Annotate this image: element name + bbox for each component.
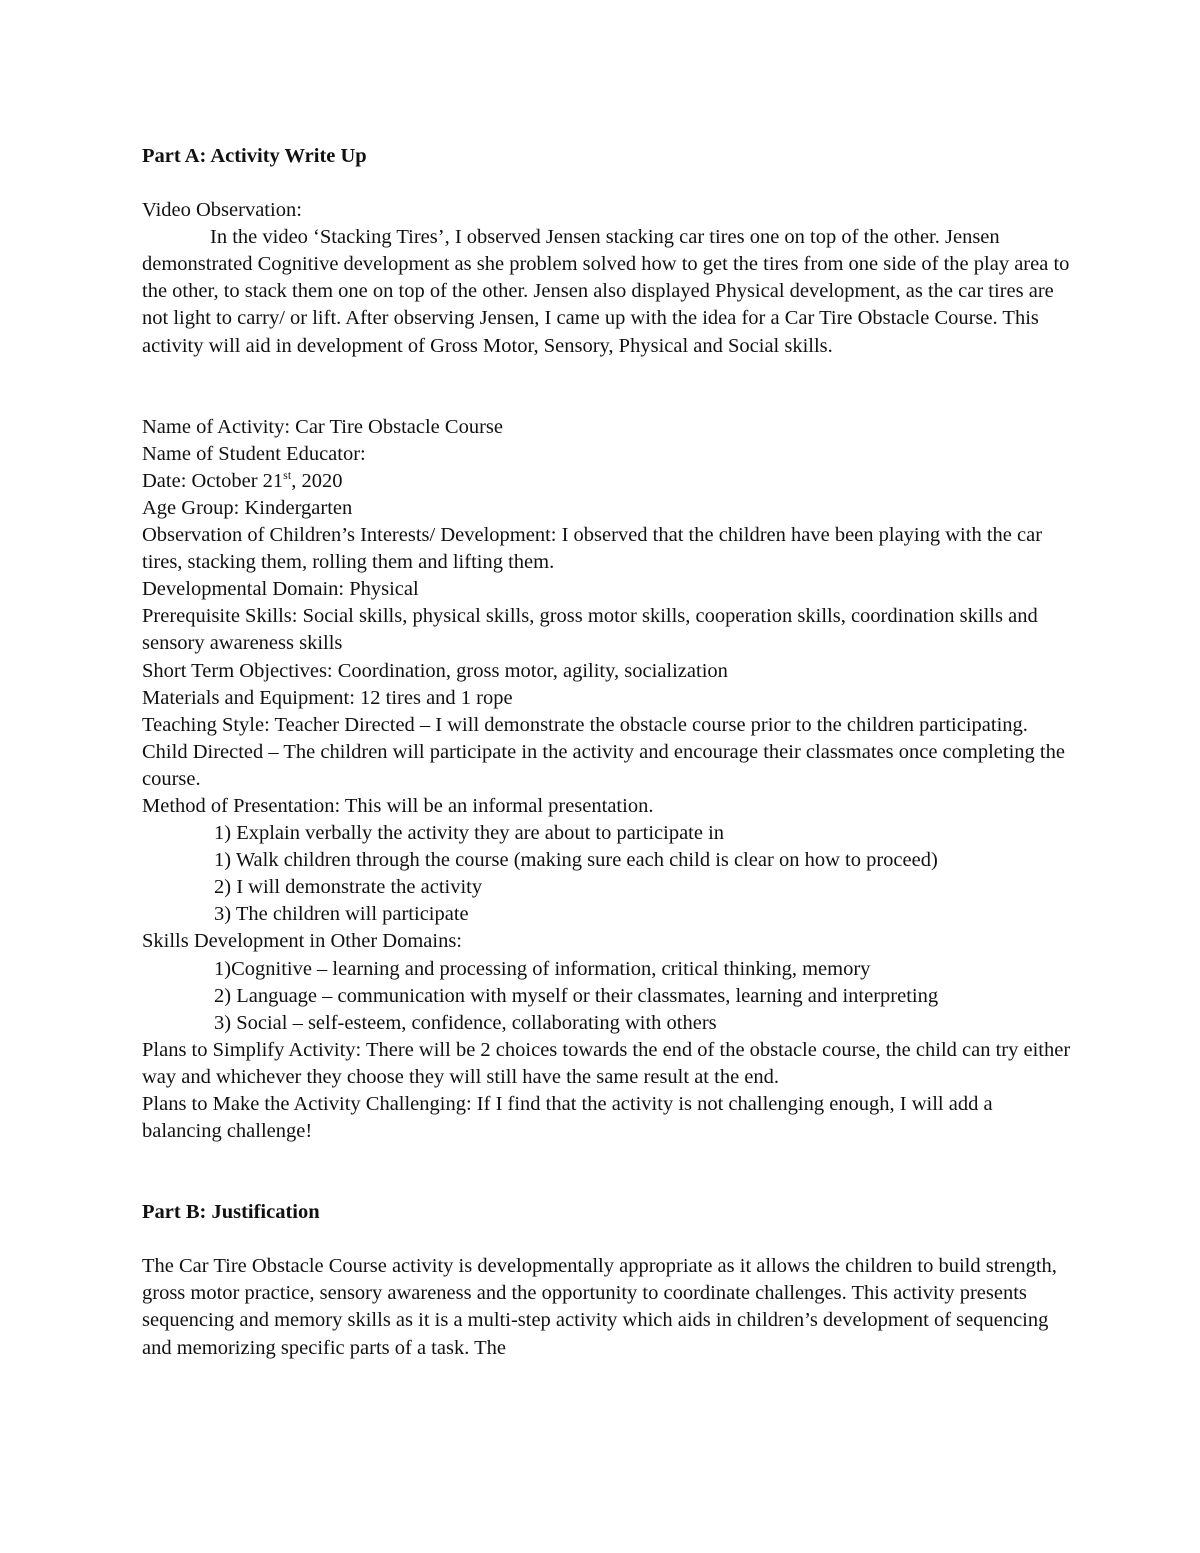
video-observation-paragraph: In the video ‘Stacking Tires’, I observed Jensen stacking car tires one on top of the other. Jensen demonstrated Cognitive development as she problem solved how to get the tires from one side of the play area to the other, to stack them one on top of the other. Jensen also displayed Physical development, as the car tires are not light to carry/ or lift. After observing Jensen, I came up with the idea for a Car Tire Obstacle Course. This activity will aid in development of Gross Motor, Sensory, Physical and Social skills.	[142, 226, 1070, 357]
observation-of-interests: Observation of Children’s Interests/ Development: I observed that the children have been playing with the car tires, stacking them, rolling them and lifting them.	[142, 524, 1043, 574]
date-prefix: Date: October 21	[142, 469, 284, 492]
teaching-style: Teaching Style: Teacher Directed – I will demonstrate the obstacle course prior to the children participating. Child Directed – The children will participate in the activity and encourage their classmates once completing the course.	[142, 713, 1065, 790]
method-step: 2) I will demonstrate the activity	[214, 876, 483, 899]
student-educator: Name of Student Educator:	[142, 442, 366, 465]
activity-name: Name of Activity: Car Tire Obstacle Course	[142, 415, 503, 438]
method-step: 1) Explain verbally the activity they are about to participate in	[214, 822, 725, 845]
method-step: 3) The children will participate	[214, 903, 469, 926]
method-step: 1) Walk children through the course (making sure each child is clear on how to proceed)	[214, 849, 938, 872]
developmental-domain: Developmental Domain: Physical	[142, 578, 419, 601]
part-a-heading: Part A: Activity Write Up	[142, 145, 367, 167]
document-page	[142, 143, 1072, 1362]
date-line	[142, 468, 1072, 495]
video-observation-label: Video Observation:	[142, 199, 302, 222]
justification-paragraph: The Car Tire Obstacle Course activity is developmentally appropriate as it allows the children to build strength, gross motor practice, sensory awareness and the opportunity to coordinate challenges. This activity presents sequencing and memory skills as it is a multi-step activity which aids in children’s development of sequencing and memorizing specific parts of a task. The	[142, 1255, 1057, 1359]
date-suffix: , 2020	[291, 469, 343, 492]
age-group: Age Group: Kindergarten	[142, 496, 353, 519]
part-b-heading: Part B: Justification	[142, 1201, 320, 1224]
method-of-presentation: Method of Presentation: This will be an informal presentation.	[142, 794, 654, 817]
skills-item: 1)Cognitive – learning and processing of information, critical thinking, memory	[214, 957, 871, 980]
plans-to-simplify: Plans to Simplify Activity: There will be 2 choices towards the end of the obstacle course, the child can try either way and whichever they choose they will still have the same result at the end.	[142, 1038, 1071, 1088]
skills-item: 3) Social – self-esteem, confidence, collaborating with others	[214, 1011, 717, 1034]
plans-to-challenge: Plans to Make the Activity Challenging: If I find that the activity is not challenging enough, I will add a balancing challenge!	[142, 1093, 993, 1143]
prerequisite-skills: Prerequisite Skills: Social skills, physical skills, gross motor skills, cooperation skills, coordination skills and sensory awareness skills	[142, 605, 1038, 655]
skills-item: 2) Language – communication with myself or their classmates, learning and interpreting	[214, 984, 939, 1007]
short-term-objectives: Short Term Objectives: Coordination, gross motor, agility, socialization	[142, 659, 728, 682]
materials-and-equipment: Materials and Equipment: 12 tires and 1 rope	[142, 686, 513, 709]
date-superscript: st	[283, 468, 292, 483]
skills-development-label: Skills Development in Other Domains:	[142, 930, 462, 953]
